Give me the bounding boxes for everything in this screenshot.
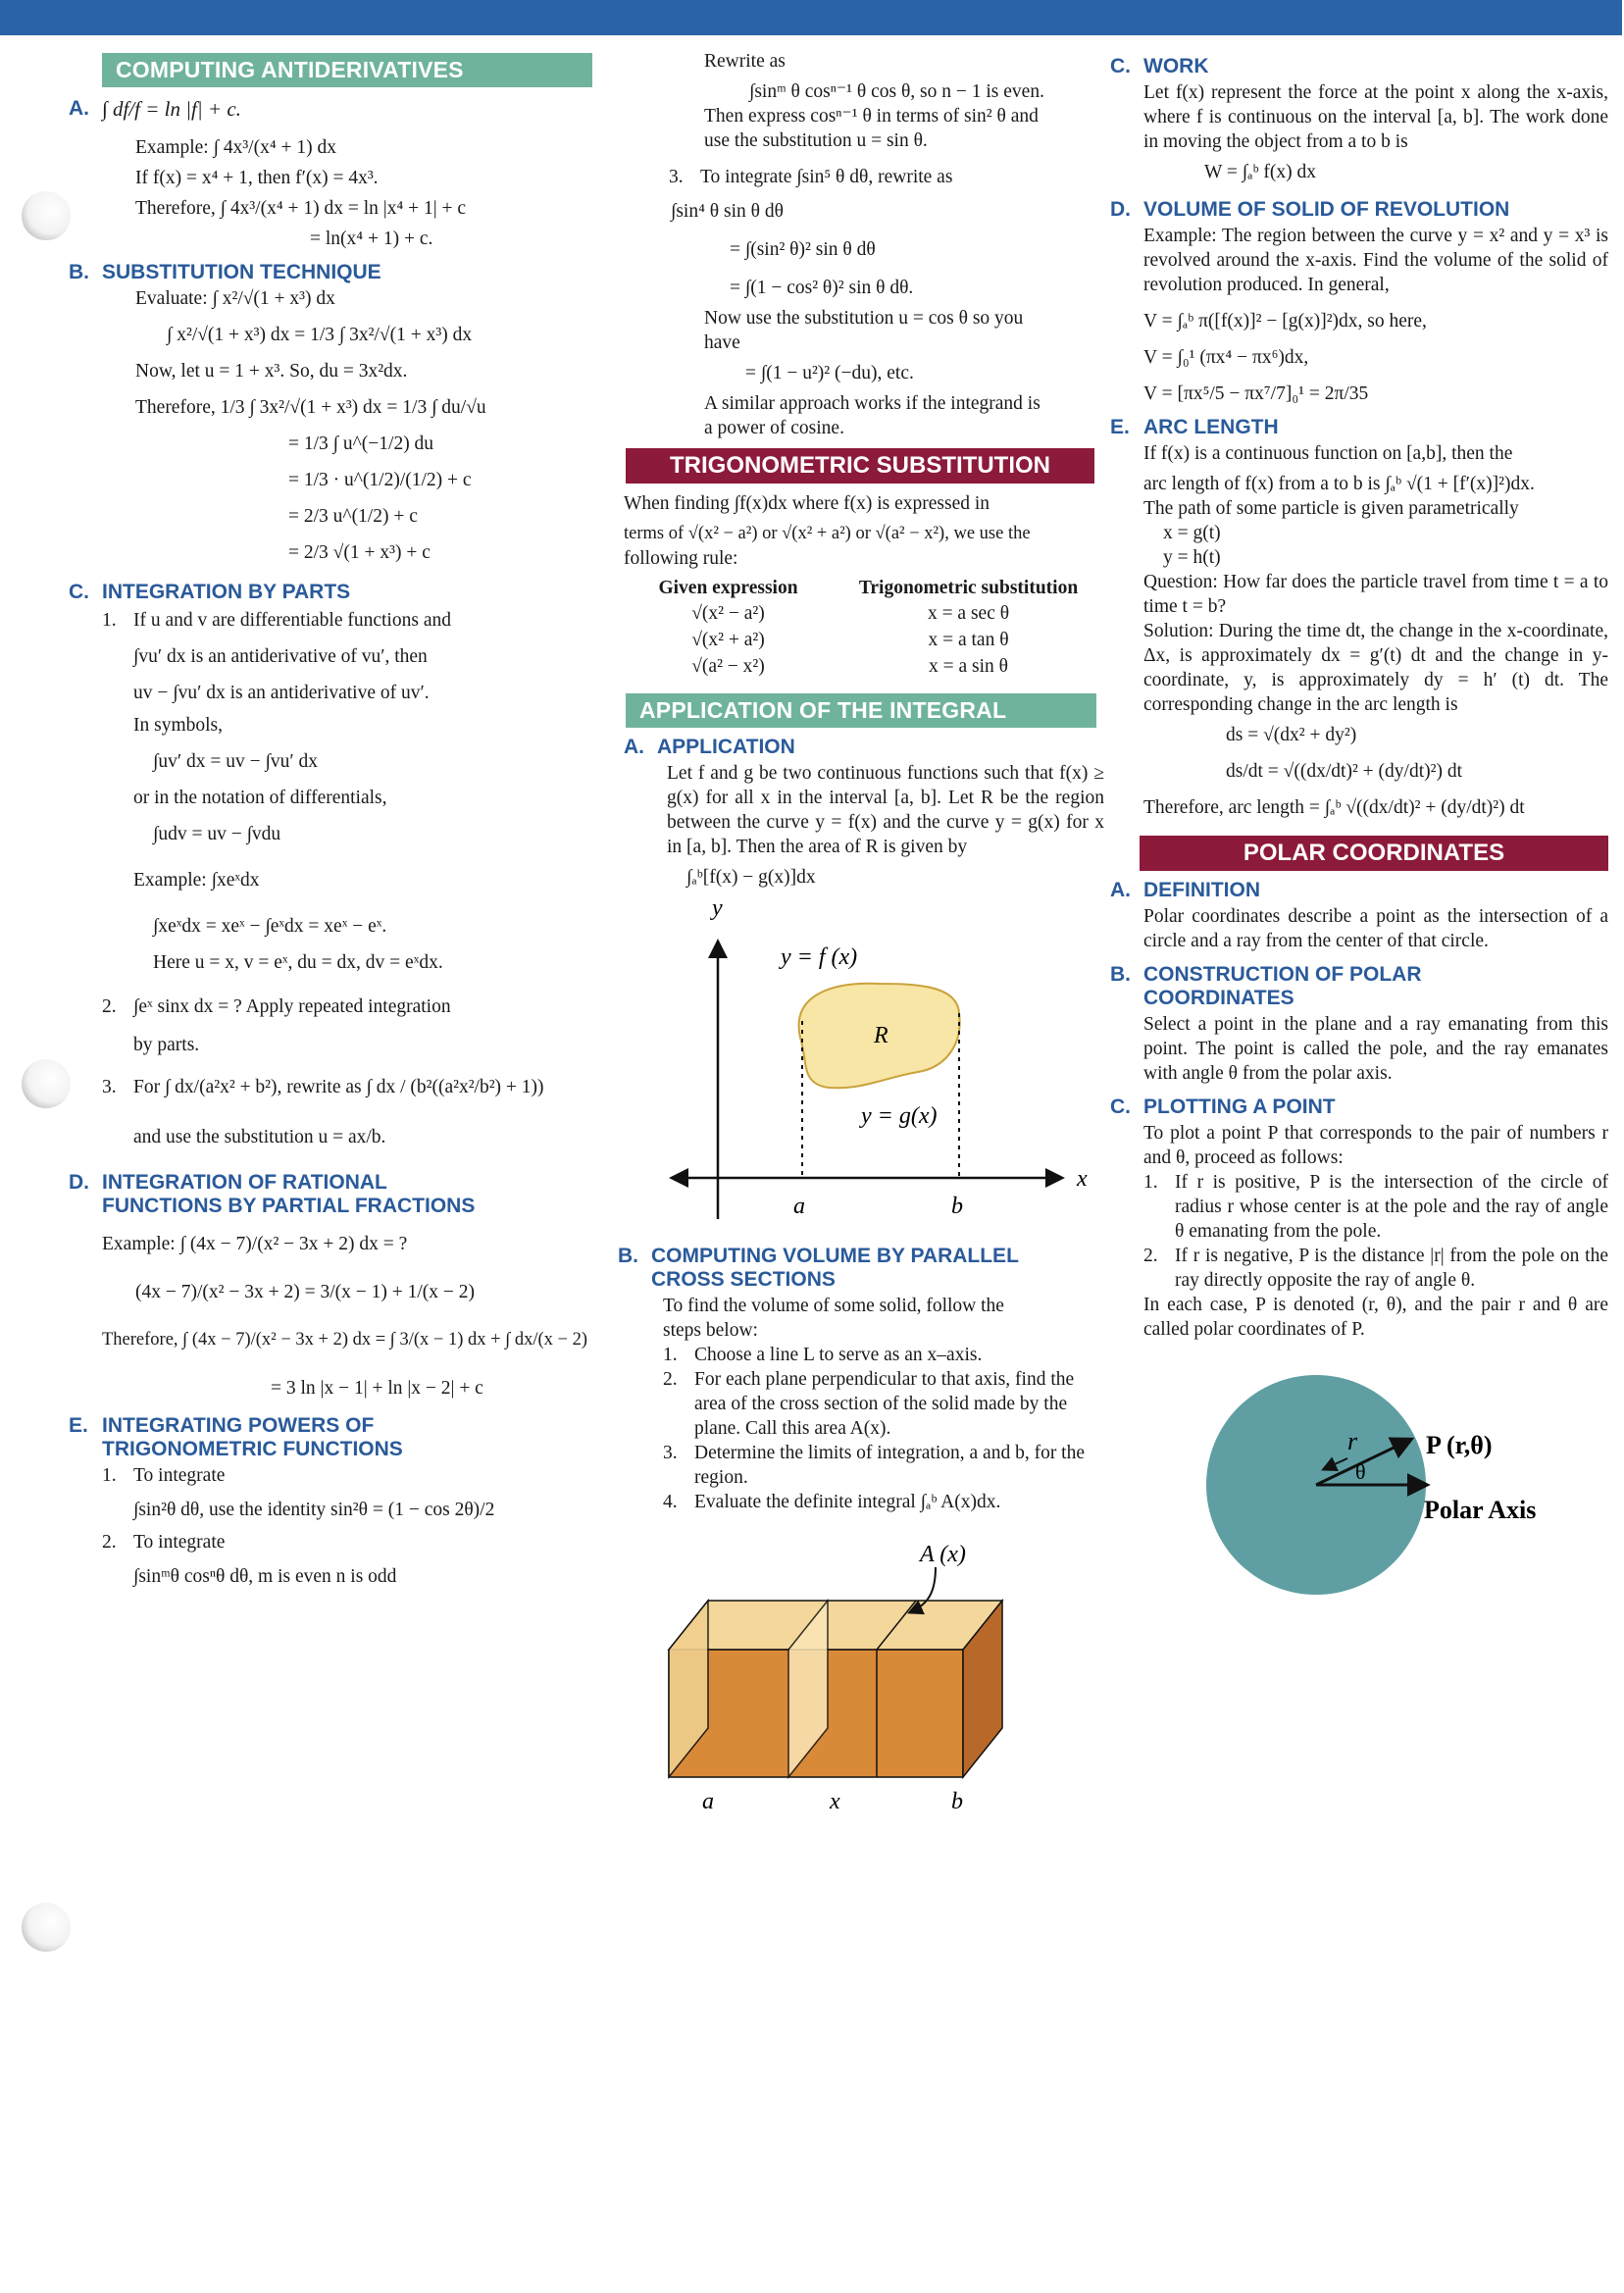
text-paragraph: Question: How far does the particle travel from time t = a to time t = b?	[1143, 572, 1608, 617]
text-line: If f(x) is a continuous function on [a,b], then the	[1143, 443, 1513, 464]
formula-line: (4x − 7)/(x² − 3x + 2) = 3/(x − 1) + 1/(x − 2)	[135, 1282, 476, 1302]
formula-line: ∫sinᵐ θ cosⁿ⁻¹ θ cos θ, so n − 1 is even.	[749, 81, 1044, 102]
table-cell: x = a sec θ	[927, 603, 1010, 624]
text-paragraph: Let f(x) represent the force at the point x along the x-axis, where f is continuous on the interval [a, b]. The work done in moving the object from a to b is	[1143, 82, 1608, 152]
table-header: Given expression	[658, 578, 798, 598]
section-heading-plotting: C. PLOTTING A POINT	[1110, 1096, 1336, 1118]
table-cell: √(x² + a²)	[691, 630, 765, 650]
list-item: 3. Determine the limits of integration, a and b, for the region.	[663, 1443, 1086, 1488]
region-label: R	[874, 1023, 888, 1048]
b-label: b	[951, 1789, 963, 1814]
formula-line: Therefore, arc length = ∫ₐᵇ √((dx/dt)² + (dy/dt)²) dt	[1143, 797, 1525, 818]
section-heading-definition: A. DEFINITION	[1110, 879, 1260, 901]
formula-line: W = ∫ₐᵇ f(x) dx	[1204, 162, 1316, 182]
list-item: 1. Choose a line L to serve as an x–axis.	[663, 1345, 983, 1365]
formula: ∫ df/f = ln |f| + c.	[102, 97, 241, 121]
x-axis-label: x	[1077, 1166, 1088, 1192]
text-line: To find the volume of some solid, follow the	[663, 1296, 1004, 1316]
section-heading-d: D. INTEGRATION OF RATIONAL FUNCTIONS BY PARTIAL FRACTIONS	[69, 1171, 476, 1217]
example-line: Example: ∫ 4x³/(x⁴ + 1) dx	[135, 137, 336, 158]
list-item: 2. ∫eˣ sinx dx = ? Apply repeated integration by parts.	[102, 996, 451, 1055]
polar-axis-label: Polar Axis	[1424, 1496, 1537, 1524]
r-label: r	[1347, 1427, 1358, 1455]
column-2	[618, 49, 1104, 1818]
text-line: terms of √(x² − a²) or √(x² + a²) or √(a² − x²), we use the	[624, 524, 1031, 543]
list-item: 3. To integrate ∫sin⁵ θ dθ, rewrite as ∫sin⁴ θ sin θ dθ = ∫(sin² θ)² sin θ dθ = ∫(1 − cos² θ)² sin θ dθ.	[669, 167, 953, 298]
text-line: Now use the substitution u = cos θ so you	[704, 308, 1024, 329]
text-line: arc length of f(x) from a to b is ∫ₐᵇ √(1 + [f′(x)]²)dx.	[1143, 474, 1535, 494]
list-item: 1. If u and v are differentiable functions and ∫vu′ dx is an antiderivative of vu′, then uv − ∫vu′ dx is an antiderivative of uv′. In symbols, ∫uv′ dx = uv − ∫vu′ dx or in the notation of differentials, ∫udv = uv − ∫vdu Example: ∫xeˣdx ∫xeˣdx = xeˣ − ∫eˣdx = xeˣ − eˣ. Here u = x, v = eˣ, du = dx, dv = eˣdx.	[102, 610, 451, 973]
banner-trigonometric-substitution: TRIGONOMETRIC SUBSTITUTION	[626, 448, 1094, 484]
text-line: When finding ∫f(x)dx where f(x) is expressed in	[624, 493, 990, 514]
box-top	[669, 1601, 1002, 1650]
text-line: A similar approach works if the integrand is	[704, 393, 1040, 414]
text-line: y = h(t)	[1163, 547, 1221, 568]
table-cell: x = a tan θ	[928, 630, 1009, 650]
formula-line: Therefore, ∫ 4x³/(x⁴ + 1) dx = ln |x⁴ + 1| + c	[135, 198, 467, 219]
text-paragraph: To plot a point P that corresponds to the pair of numbers r and θ, proceed as follows:	[1143, 1123, 1608, 1168]
section-heading-application: A. APPLICATION	[624, 736, 795, 758]
steps-list	[624, 1343, 1104, 1514]
table-header: Trigonometric substitution	[858, 578, 1079, 598]
column-3	[1110, 49, 1624, 1599]
point-label: P (r,θ)	[1426, 1431, 1493, 1459]
list-item: 1. If r is positive, P is the intersection of the circle of radius r whose center is at the pole and the ray of angle θ emanating from the pole.	[1143, 1172, 1608, 1242]
formula-line: = 1/3 · u^(1/2)/(1/2) + c	[288, 470, 472, 490]
formula-line: ∫ₐᵇ[f(x) − g(x)]dx	[686, 867, 816, 888]
formula-line: V = [πx⁵/5 − πx⁷/7]₀¹ = 2π/35	[1143, 383, 1369, 404]
formula-line: ds = √(dx² + dy²)	[1226, 725, 1357, 745]
list-item: 2. If r is negative, P is the distance |r| from the pole on the ray directly opposite the ray of angle θ.	[1143, 1246, 1608, 1291]
column-1	[69, 49, 592, 1589]
formula-line: Therefore, ∫ (4x − 7)/(x² − 3x + 2) dx = ∫ 3/(x − 1) dx + ∫ dx/(x − 2)	[102, 1330, 588, 1350]
table-cell: √(x² − a²)	[691, 603, 765, 624]
text-line: Then express cosⁿ⁻¹ θ in terms of sin² θ and	[704, 106, 1039, 127]
formula-line: = 1/3 ∫ u^(−1/2) du	[288, 433, 434, 454]
section-heading-arc-length: E. ARC LENGTH	[1110, 416, 1279, 438]
formula-line: = ln(x⁴ + 1) + c.	[310, 229, 433, 249]
text-paragraph: Let f and g be two continuous functions such that f(x) ≥ g(x) for all x in the interval [a, b]. Let R be the region between the curve y = f(x) and the curve y = g(x) for x in [a, b]. Then the area of R is given by	[667, 763, 1104, 857]
text-line: The path of some particle is given parametrically	[1143, 498, 1519, 519]
binder-hole	[22, 191, 71, 240]
list-item: 1. To integrate ∫sin²θ dθ, use the identity sin²θ = (1 − cos 2θ)/2	[102, 1465, 495, 1520]
text-line: Now, let u = 1 + x³. So, du = 3x²dx.	[135, 361, 408, 382]
text-paragraph: Select a point in the plane and a ray emanating from this point. The point is called the pole, and the ray emanates with angle θ from the polar axis.	[1143, 1014, 1608, 1084]
list-item: 2. For each plane perpendicular to that axis, find the area of the cross section of the solid made by the plane. Call this area A(x).	[663, 1369, 1075, 1439]
y-axis-label: y	[712, 895, 723, 921]
formula-line: V = ∫ₐᵇ π([f(x)]² − [g(x)]²)dx, so here,	[1143, 311, 1427, 331]
section-heading-volume-revolution: D. VOLUME OF SOLID OF REVOLUTION	[1110, 198, 1510, 221]
formula-line: ds/dt = √((dx/dt)² + (dy/dt)²) dt	[1226, 761, 1462, 782]
a-label: a	[702, 1789, 714, 1814]
table-cell: x = a sin θ	[929, 656, 1009, 677]
formula-line: V = ∫₀¹ (πx⁴ − πx⁶)dx,	[1143, 347, 1309, 368]
banner-application-of-integral: APPLICATION OF THE INTEGRAL	[626, 693, 1096, 728]
area-between-curves-graph	[624, 895, 1088, 1239]
top-color-bar	[0, 0, 1622, 35]
section-heading-volume-cross-sections: B. COMPUTING VOLUME BY PARALLEL CROSS SECTIONS	[618, 1245, 1019, 1291]
text-paragraph: Solution: During the time dt, the change in the x-coordinate, Δx, is approximately dx = g′(t) dt and the change in y-coordinate, y, is approximately dy = h′ (t) dt. The corresponding change in the arc length is	[1143, 621, 1608, 715]
formula-line: = ∫(1 − u²)² (−du), etc.	[745, 363, 914, 383]
b-label: b	[951, 1194, 963, 1219]
formula-line: ∫ x²/√(1 + x³) dx = 1/3 ∫ 3x²/√(1 + x³) dx	[167, 325, 473, 345]
example-line: Example: ∫ (4x − 7)/(x² − 3x + 2) dx = ?	[102, 1234, 408, 1254]
cross-section-solid-diagram	[624, 1534, 1094, 1818]
fx-label: y = f (x)	[781, 944, 858, 970]
trig-substitution-table	[624, 577, 1104, 680]
text-line: have	[704, 332, 740, 353]
text-line: x = g(t)	[1163, 523, 1221, 543]
text-line: steps below:	[663, 1320, 758, 1341]
text-paragraph: Example: The region between the curve y = x² and y = x³ is revolved around the x-axis. Find the volume of the solid of revolution produced. In general,	[1143, 226, 1608, 295]
banner-polar-coordinates: POLAR COORDINATES	[1140, 836, 1608, 871]
formula-line: Therefore, 1/3 ∫ 3x²/√(1 + x³) dx = 1/3 ∫ du/√u	[135, 397, 486, 418]
text-line: Rewrite as	[704, 51, 786, 72]
text-line: If f(x) = x⁴ + 1, then f′(x) = 4x³.	[135, 168, 379, 188]
section-heading-work: C. WORK	[1110, 55, 1209, 77]
list-item: 4. Evaluate the definite integral ∫ₐᵇ A(x)dx.	[663, 1492, 1001, 1512]
a-label: a	[793, 1194, 805, 1219]
x-label: x	[830, 1789, 840, 1814]
text-paragraph: Polar coordinates describe a point as the intersection of a circle and a ray from the center of that circle.	[1143, 906, 1608, 951]
polar-diagram	[1202, 1363, 1614, 1599]
section-heading-construction: B. CONSTRUCTION OF POLAR COORDINATES	[1110, 963, 1422, 1009]
text-line: Evaluate: ∫ x²/√(1 + x³) dx	[135, 288, 335, 309]
formula-line: = 2/3 u^(1/2) + c	[288, 506, 418, 527]
section-heading-a: A. ∫ df/f = ln |f| + c.	[69, 97, 241, 121]
list-item: 2. To integrate ∫sinᵐθ cosⁿθ dθ, m is even n is odd	[102, 1532, 397, 1587]
text-line: following rule:	[624, 548, 738, 569]
list-item: 3. For ∫ dx/(a²x² + b²), rewrite as ∫ dx / (b²((a²x²/b²) + 1)) and use the substitution u = ax/b.	[102, 1077, 544, 1147]
section-heading-e: E. INTEGRATING POWERS OF TRIGONOMETRIC FUNCTIONS	[69, 1414, 403, 1460]
banner-computing-antiderivatives: COMPUTING ANTIDERIVATIVES	[102, 53, 592, 87]
gx-label: y = g(x)	[861, 1103, 938, 1129]
binder-hole	[22, 1903, 71, 1952]
section-heading-b: B. SUBSTITUTION TECHNIQUE	[69, 261, 381, 283]
text-line: use the substitution u = sin θ.	[704, 130, 928, 151]
formula-line: = 3 ln |x − 1| + ln |x − 2| + c	[271, 1378, 483, 1399]
theta-label: θ	[1355, 1459, 1366, 1484]
section-heading-c: C. INTEGRATION BY PARTS	[69, 581, 351, 603]
text-line: a power of cosine.	[704, 418, 844, 438]
table-cell: √(a² − x²)	[691, 656, 765, 677]
binder-hole	[22, 1059, 71, 1108]
formula-line: = 2/3 √(1 + x³) + c	[288, 542, 431, 563]
text-paragraph: In each case, P is denoted (r, θ), and the pair r and θ are called polar coordinates of P.	[1143, 1295, 1608, 1340]
ax-label: A (x)	[920, 1542, 966, 1567]
